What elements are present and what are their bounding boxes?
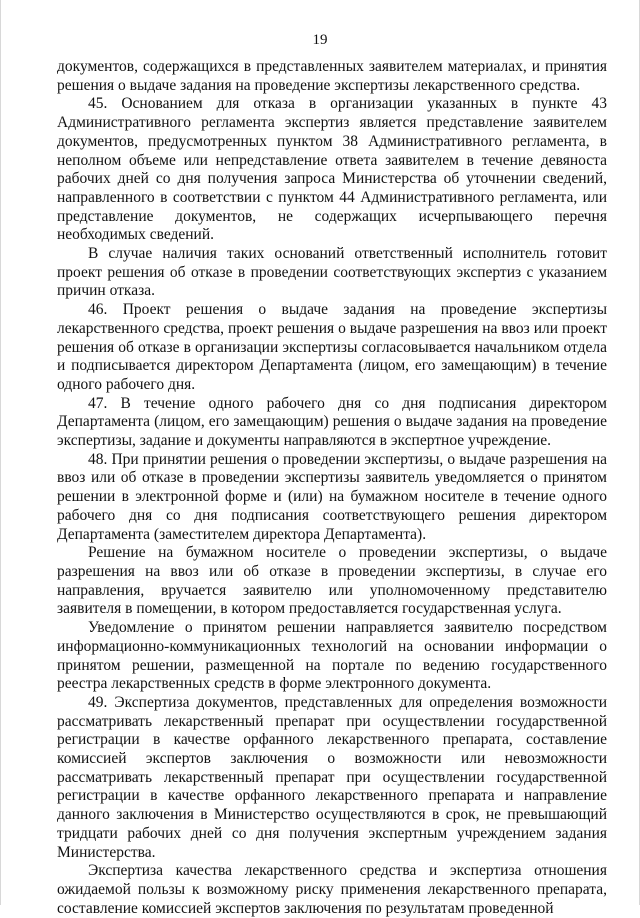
page-edge-left [0, 0, 1, 905]
paragraph-quality-expertise: Экспертиза качества лекарственного средства и экспертиза отношения ожидаемой пользы к возможному риску применения лекарственного препарата, составление комиссией экспертов заключения по результатам проведенной [57, 862, 607, 917]
paragraph-item-47: 47. В течение одного рабочего дня со дня подписания директором Департамента (лицом, его замещающим) решения о выдаче задания на проведение экспертизы, задание и документы направляются в экспертное учреждение. [57, 394, 607, 450]
document-body [57, 58, 607, 918]
paragraph-notification: Уведомление о принятом решении направляется заявителю посредством информационно-коммуникационных технологий на основании информации о принятом решении, размещенной на портале по ведению государственного реестра лекарственных средств в форме электронного документа. [57, 619, 607, 693]
paragraph-paper-decision: Решение на бумажном носителе о проведении экспертизы, о выдаче разрешения на ввоз или об отказе в проведении экспертизы, в случае его направления, вручается заявителю или уполномоченному представителю заявителя в помещении, в котором предоставляется государственная услуга. [57, 544, 607, 618]
paragraph-refusal-grounds: В случае наличия таких оснований ответственный исполнитель готовит проект решения об отказе в проведении соответствующих экспертиз с указанием причин отказа. [57, 245, 607, 300]
paragraph-item-49: 49. Экспертиза документов, представленных для определения возможности рассматривать лекарственный препарат при осуществлении государственной регистрации в качестве орфанного лекарственного препарата, составление комиссией экспертов заключения о возможности или невозможности рассматривать лекарственный препарат при осуществлении государственной регистрации в качестве орфанного лекарственного препарата и направление данного заключения в Министерство осуществляются в срок, не превышающий тридцати рабочих дней со дня получения экспертным учреждением задания Министерства. [57, 693, 607, 861]
paragraph-continuation: документов, содержащихся в представленных заявителем материалах, и принятия решения о выдаче задания на проведение экспертизы лекарственного средства. [57, 58, 607, 94]
paragraph-item-48: 48. При принятии решения о проведении экспертизы, о выдаче разрешения на ввоз или об отказе в проведении экспертизы заявитель уведомляется о принятом решении в электронной форме и (или) на бумажном носителе в течение одного рабочего дня со дня подписания соответствующего решения директором Департамента (заместителем директора Департамента). [57, 450, 607, 543]
paragraph-item-45: 45. Основанием для отказа в организации указанных в пункте 43 Административного регламента экспертиз является представление заявителем документов, предусмотренных пунктом 38 Административного регламента, в неполном объеме или непредставление ответа заявителем в течение девяноста рабочих дней со дня получения запроса Министерства об уточнении сведений, направленного в соответствии с пунктом 44 Административного регламента, или представление документов, не содержащих исчерпывающего перечня необходимых сведений. [57, 95, 607, 244]
paragraph-item-46: 46. Проект решения о выдаче задания на проведение экспертизы лекарственного средства, проект решения о выдаче разрешения на ввоз или проект решения об отказе в организации экспертизы согласовывается начальником отдела и подписывается директором Департамента (лицом, его замещающим) в течение одного рабочего дня. [57, 301, 607, 393]
page-number: 19 [312, 32, 328, 48]
